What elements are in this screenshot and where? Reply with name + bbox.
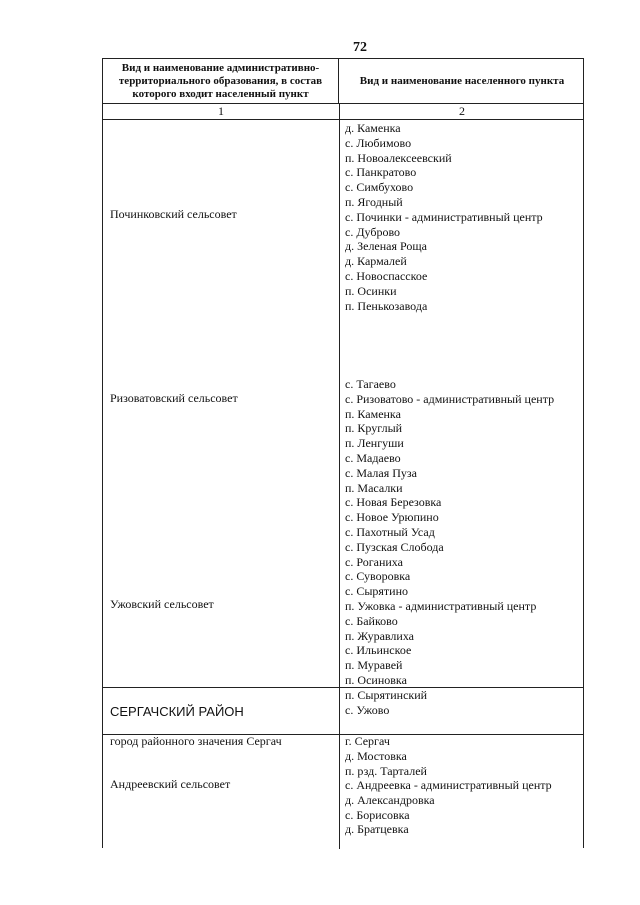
settlement-item: с. Суворовка [345, 569, 411, 584]
settlement-item: п. Новоалексеевский [345, 150, 452, 165]
settlement-item: д. Зеленая Роща [345, 239, 427, 254]
district-column [103, 119, 340, 743]
settlement-item: п. Муравей [345, 658, 403, 673]
settlement-item: д. Каменка [345, 121, 401, 135]
district-label: Андреевский сельсовет [110, 777, 231, 791]
settlement-item: с. Ужово [345, 702, 390, 717]
settlement-item: п. рзд. Тарталей [345, 763, 427, 778]
settlement-item: г. Сергач [345, 734, 390, 748]
settlement-item: с. Сырятино [345, 584, 408, 599]
settlement-item: с. Андреевка - административный центр [345, 778, 552, 792]
page-number: 72 [353, 40, 367, 55]
header-col1: Вид и наименование административно-территориального образования, в состав которого входит населенный пункт [103, 59, 339, 103]
settlement-item: с. Роганиха [345, 554, 403, 569]
settlement-item: с. Мадаево [345, 451, 401, 465]
settlement-item: д. Мостовка [345, 748, 407, 763]
settlement-item: с. Ризоватово - административный центр [345, 391, 555, 406]
settlement-item: с. Симбухово [345, 180, 414, 195]
settlement-item: с. Пахотный Усад [345, 524, 435, 539]
settlement-item: с. Борисовка [345, 807, 410, 822]
settlements-table [102, 58, 584, 848]
settlement-item: с. Ильинское [345, 643, 412, 658]
settlement-item: д. Александровка [345, 792, 435, 807]
settlement-item: с. Панкратово [345, 165, 417, 180]
settlement-item: д. Кармалей [345, 254, 407, 269]
column-number-2: 2 [459, 104, 465, 118]
settlement-item: с. Дуброво [345, 224, 401, 239]
settlement-column [339, 119, 585, 743]
district-label: город районного значения Сергач [110, 734, 282, 748]
settlement-item: п. Ленгуши [345, 436, 404, 451]
column-number-1: 1 [103, 103, 340, 119]
district-label: Починковский сельсовет [110, 207, 237, 221]
settlement-item: п. Пенькозавода [345, 298, 428, 313]
settlement-item: п. Сырятинский [345, 687, 428, 702]
settlement-item: п. Ужовка - административный центр [345, 598, 537, 613]
settlement-item: с. Новая Березовка [345, 495, 442, 510]
settlement-item: п. Масалки [345, 480, 403, 495]
settlement-list [345, 778, 552, 837]
settlement-item: п. Ягодный [345, 194, 403, 209]
header-col2: Вид и наименование населенного пункта [359, 74, 565, 87]
settlement-item: с. Малая Пуза [345, 465, 417, 480]
settlement-list [345, 121, 543, 313]
settlement-item: с. Тагаево [345, 377, 396, 391]
column-number-row [103, 103, 583, 120]
settlement-item: с. Новоспасское [345, 268, 428, 283]
settlement-item: п. Журавлиха [345, 628, 414, 643]
district-section-row [103, 687, 583, 735]
settlement-item: с. Починки - административный центр [345, 209, 543, 224]
district-label: Ризоватовский сельсовет [110, 391, 238, 405]
settlement-column [339, 734, 585, 849]
settlement-item: п. Круглый [345, 421, 403, 436]
section-title: СЕРГАЧСКИЙ РАЙОН [110, 704, 244, 719]
settlement-item: с. Байково [345, 613, 398, 628]
settlement-list [345, 377, 554, 451]
settlement-item: с. Любимово [345, 135, 412, 150]
district-column [103, 734, 340, 849]
settlement-item: п. Осинки [345, 283, 397, 298]
settlement-item: п. Каменка [345, 406, 401, 421]
district-label: Ужовский сельсовет [110, 597, 214, 611]
settlement-list [345, 734, 427, 778]
settlement-item: д. Братцевка [345, 822, 409, 837]
settlement-item: с. Новое Урюпино [345, 510, 439, 525]
settlement-item: п. Осиновка [345, 672, 407, 687]
settlement-list [345, 451, 536, 717]
settlement-item: с. Пузская Слобода [345, 539, 444, 554]
table-header-row [103, 59, 583, 104]
